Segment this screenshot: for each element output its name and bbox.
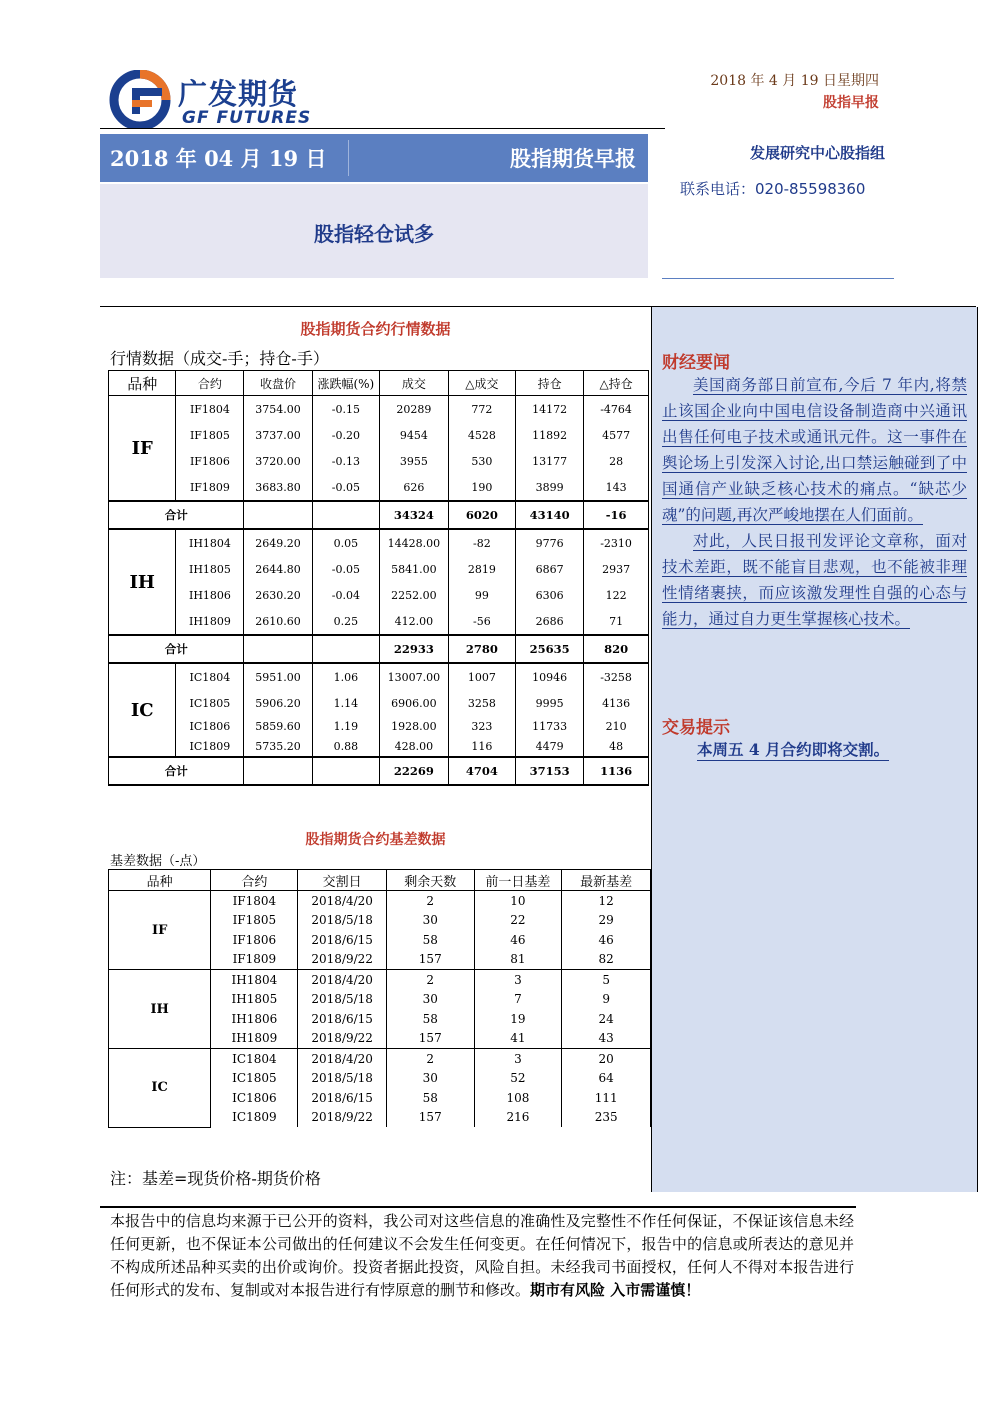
table-cell: IF1809 (176, 474, 244, 501)
table-cell: 3737.00 (244, 422, 312, 448)
headline-box (100, 184, 648, 278)
total-row (109, 635, 649, 663)
table-cell: 0.88 (312, 736, 380, 757)
table-cell: 9995 (516, 690, 584, 716)
table-cell: IC1804 (211, 1049, 298, 1069)
product-cell: IF (109, 396, 176, 502)
table-cell: 24 (562, 1009, 651, 1029)
table-cell: 20289 (380, 396, 448, 423)
table-cell: 1007 (448, 663, 516, 690)
report-date: 2018 年 4 月 19 日星期四 (710, 73, 879, 89)
table-row (109, 396, 649, 423)
table-cell: 1.06 (312, 663, 380, 690)
table-cell: 428.00 (380, 736, 448, 757)
table-cell: 1.14 (312, 690, 380, 716)
table-cell: 6906.00 (380, 690, 448, 716)
table-cell: 235 (562, 1108, 651, 1128)
total-empty (244, 757, 312, 785)
table-cell: 3 (474, 970, 562, 990)
table-cell: 82 (562, 950, 651, 970)
risk-warning: 期市有风险 入市需谨慎！ (530, 1281, 701, 1299)
table-cell: 772 (448, 396, 516, 423)
table-cell: 28 (584, 448, 649, 474)
table-cell: 9 (562, 990, 651, 1010)
table-cell: 2018/4/20 (298, 970, 386, 990)
company-logo (108, 70, 358, 128)
table-cell: IC1805 (176, 690, 244, 716)
table-cell: 14428.00 (380, 529, 448, 556)
table-cell: 58 (386, 930, 474, 950)
table-cell: 2018/6/15 (298, 930, 386, 950)
table-cell: 190 (448, 474, 516, 501)
table-cell: 43 (562, 1029, 651, 1049)
news-section-title: 财经要闻 (662, 353, 730, 373)
contact-info (680, 178, 865, 199)
table-cell: 6306 (516, 582, 584, 608)
table-cell: IH1805 (176, 556, 244, 582)
total-cell: 22933 (380, 635, 448, 663)
table-cell: 71 (584, 608, 649, 635)
table-cell: IH1809 (176, 608, 244, 635)
title-bar (100, 134, 648, 182)
table-cell: 41 (474, 1029, 562, 1049)
table-header-row (109, 371, 649, 396)
table-cell: 30 (386, 990, 474, 1010)
table-cell: 3258 (448, 690, 516, 716)
table-cell: -82 (448, 529, 516, 556)
table-cell: 0.05 (312, 529, 380, 556)
table-cell: 3683.80 (244, 474, 312, 501)
table-cell: 7 (474, 990, 562, 1010)
table-cell: 4479 (516, 736, 584, 757)
table-cell: 2252.00 (380, 582, 448, 608)
table-cell: 4577 (584, 422, 649, 448)
table-cell: 46 (474, 930, 562, 950)
table-cell: 3899 (516, 474, 584, 501)
table-cell: 11892 (516, 422, 584, 448)
table-cell: 4136 (584, 690, 649, 716)
table-cell: 2018/5/18 (298, 911, 386, 931)
column-header: 涨跌幅(%) (312, 371, 380, 396)
brand-name-en: GF FUTURES (182, 108, 312, 128)
column-header: 品种 (109, 870, 211, 891)
table-cell: 2018/5/18 (298, 1069, 386, 1089)
report-type: 股指早报 (823, 95, 879, 111)
column-header: △持仓 (584, 371, 649, 396)
table-cell: 10 (474, 891, 562, 911)
table-cell: IF1806 (176, 448, 244, 474)
total-cell: 1136 (584, 757, 649, 785)
title-separator (348, 140, 349, 176)
table-cell: IC1809 (211, 1108, 298, 1128)
total-empty (244, 501, 312, 529)
table-cell: IC1806 (211, 1088, 298, 1108)
table-cell: 3 (474, 1049, 562, 1069)
table-cell: IC1809 (176, 736, 244, 757)
table-cell: 108 (474, 1088, 562, 1108)
table-header-row (109, 870, 651, 891)
table-cell: IH1806 (176, 582, 244, 608)
table-cell: 10946 (516, 663, 584, 690)
table-cell: 2644.80 (244, 556, 312, 582)
table-cell: -0.05 (312, 556, 380, 582)
gf-logo-icon (108, 70, 178, 128)
table-cell: 22 (474, 911, 562, 931)
table-cell: 2018/4/20 (298, 1049, 386, 1069)
table-cell: 2 (386, 891, 474, 911)
table-cell: -0.13 (312, 448, 380, 474)
table-row (109, 422, 649, 448)
table-cell: IH1805 (211, 990, 298, 1010)
table-cell: 1928.00 (380, 716, 448, 736)
table-cell: -4764 (584, 396, 649, 423)
table-cell: IF1809 (211, 950, 298, 970)
total-label: 合计 (109, 757, 244, 785)
table-cell: 626 (380, 474, 448, 501)
table-cell: 58 (386, 1088, 474, 1108)
table-row (109, 448, 649, 474)
table-cell: IF1805 (176, 422, 244, 448)
column-header: △成交 (448, 371, 516, 396)
contact-phone: 020-85598360 (755, 180, 866, 198)
table-cell: 52 (474, 1069, 562, 1089)
table-cell: IH1804 (211, 970, 298, 990)
table-row (109, 474, 649, 501)
table-cell: 2018/9/22 (298, 950, 386, 970)
column-header: 品种 (109, 371, 176, 396)
table-cell: 19 (474, 1009, 562, 1029)
table-row (109, 690, 649, 716)
quotes-table (108, 370, 649, 786)
table-cell: 530 (448, 448, 516, 474)
table-cell: 29 (562, 911, 651, 931)
table-cell: IF1804 (211, 891, 298, 911)
basis-table-title: 股指期货合约基差数据 (305, 832, 446, 848)
table-cell: 20 (562, 1049, 651, 1069)
trade-tip: 本周五 4 月合约即将交割。 (697, 740, 890, 759)
table-cell: 3754.00 (244, 396, 312, 423)
table-cell: 2937 (584, 556, 649, 582)
total-label: 合计 (109, 501, 244, 529)
table-row (109, 556, 649, 582)
product-cell: IH (109, 970, 211, 1049)
table-cell: 216 (474, 1108, 562, 1128)
table-row (109, 970, 651, 990)
total-cell: 34324 (380, 501, 448, 529)
table-cell: 2018/9/22 (298, 1108, 386, 1128)
table-cell: 412.00 (380, 608, 448, 635)
headline: 股指轻仓试多 (314, 222, 434, 246)
title-date: 2018 年 04 月 19 日 (110, 146, 327, 171)
column-header: 持仓 (516, 371, 584, 396)
table-row (109, 1049, 651, 1069)
table-cell: -2310 (584, 529, 649, 556)
table-cell: 3720.00 (244, 448, 312, 474)
table-row (109, 736, 649, 757)
table-cell: -0.04 (312, 582, 380, 608)
disclaimer-text: 本报告中的信息均来源于已公开的资料，我公司对这些信息的准确性及完整性不作任何保证，不保证该信息未经任何更新，也不保证本公司做出的任何建议不会发生任何变更。在任何情况下，报告中的信息或所表达的意见并不构成所述品种买卖的出价或询价。投资者据此投资，风险自担。未经我司书面授权，任何人不得对本报告进行任何形式的发布、复制或对本报告进行有悖原意的删节和修改。 (110, 1212, 854, 1299)
news-paragraph-text: 美国商务部日前宣布,今后 7 年内,将禁止该国企业向中国电信设备制造商中兴通讯出售任何电子技术或通讯元件。这一事件在舆论场上引发深入讨论,出口禁运触碰到了中国通信产业缺乏核心技术的痛点。“缺芯少魂”的问题,再次严峻地摆在人们面前。 (662, 376, 967, 524)
table-cell: IH1804 (176, 529, 244, 556)
table-cell: 5 (562, 970, 651, 990)
column-header: 交割日 (298, 870, 386, 891)
table-cell: IF1806 (211, 930, 298, 950)
table-row (109, 529, 649, 556)
product-cell: IC (109, 1049, 211, 1128)
total-cell: 4704 (448, 757, 516, 785)
table-cell: 2819 (448, 556, 516, 582)
table-cell: 122 (584, 582, 649, 608)
table-cell: IF1805 (211, 911, 298, 931)
table-cell: 58 (386, 1009, 474, 1029)
total-cell: 2780 (448, 635, 516, 663)
table-cell: -3258 (584, 663, 649, 690)
table-cell: 12 (562, 891, 651, 911)
table-cell: 4528 (448, 422, 516, 448)
report-title: 股指期货早报 (510, 146, 636, 171)
table-cell: IH1809 (211, 1029, 298, 1049)
news-paragraph (662, 372, 967, 528)
total-empty (312, 501, 380, 529)
table-cell: 157 (386, 1108, 474, 1128)
column-header: 成交 (380, 371, 448, 396)
column-header: 最新基差 (562, 870, 651, 891)
basis-table-caption: 基差数据（-点） (110, 854, 206, 869)
table-cell: -56 (448, 608, 516, 635)
quotes-table-title: 股指期货合约行情数据 (300, 320, 451, 338)
table-cell: -0.05 (312, 474, 380, 501)
news-paragraph (662, 528, 967, 632)
total-row (109, 501, 649, 529)
total-cell: 820 (584, 635, 649, 663)
table-cell: 81 (474, 950, 562, 970)
column-header: 收盘价 (244, 371, 312, 396)
table-cell: 5841.00 (380, 556, 448, 582)
table-cell: 0.25 (312, 608, 380, 635)
total-cell: 37153 (516, 757, 584, 785)
table-cell: IC1806 (176, 716, 244, 736)
table-cell: -0.20 (312, 422, 380, 448)
table-cell: IH1806 (211, 1009, 298, 1029)
table-cell: 30 (386, 911, 474, 931)
table-cell: 5951.00 (244, 663, 312, 690)
table-cell: 5735.20 (244, 736, 312, 757)
total-cell: 6020 (448, 501, 516, 529)
news-paragraph-text: 对此，人民日报刊发评论文章称，面对技术差距，既不能盲目悲观，也不能被非理性情绪裹挟，而应该激发理性自强的心态与能力，通过自力更生掌握核心技术。 (662, 532, 967, 628)
table-cell: 30 (386, 1069, 474, 1089)
table-cell: 5859.60 (244, 716, 312, 736)
total-cell: 43140 (516, 501, 584, 529)
total-empty (244, 635, 312, 663)
table-row (109, 663, 649, 690)
column-header: 剩余天数 (386, 870, 474, 891)
contact-label: 联系电话： (680, 180, 756, 198)
basis-table (108, 869, 651, 1128)
table-cell: 2018/6/15 (298, 1088, 386, 1108)
table-cell: 2610.60 (244, 608, 312, 635)
disclaimer (110, 1210, 854, 1302)
table-cell: 2630.20 (244, 582, 312, 608)
trade-section-title: 交易提示 (662, 718, 730, 738)
total-cell: 25635 (516, 635, 584, 663)
table-cell: IF1804 (176, 396, 244, 423)
table-cell: 99 (448, 582, 516, 608)
table-cell: 143 (584, 474, 649, 501)
total-cell: 22269 (380, 757, 448, 785)
table-cell: -0.15 (312, 396, 380, 423)
table-row (109, 582, 649, 608)
table-row (109, 891, 651, 911)
table-cell: 2018/6/15 (298, 1009, 386, 1029)
table-row (109, 608, 649, 635)
basis-note: 注：基差=现货价格-期货价格 (110, 1169, 321, 1188)
total-empty (312, 757, 380, 785)
table-cell: 5906.20 (244, 690, 312, 716)
table-cell: 2018/9/22 (298, 1029, 386, 1049)
table-cell: IC1805 (211, 1069, 298, 1089)
header-divider (100, 128, 665, 129)
column-header: 合约 (211, 870, 298, 891)
contact-divider (662, 278, 894, 279)
product-cell: IF (109, 891, 211, 970)
quotes-table-caption: 行情数据（成交-手；持仓-手） (110, 349, 329, 368)
table-cell: 2649.20 (244, 529, 312, 556)
table-cell: 157 (386, 1029, 474, 1049)
table-cell: 13007.00 (380, 663, 448, 690)
product-cell: IH (109, 529, 176, 635)
table-cell: 2686 (516, 608, 584, 635)
table-cell: 14172 (516, 396, 584, 423)
table-cell: 2018/5/18 (298, 990, 386, 1010)
disclaimer-divider (100, 1206, 856, 1208)
table-cell: 64 (562, 1069, 651, 1089)
column-header: 前一日基差 (474, 870, 562, 891)
column-header: 合约 (176, 371, 244, 396)
table-cell: 2 (386, 970, 474, 990)
table-cell: 11733 (516, 716, 584, 736)
table-cell: 210 (584, 716, 649, 736)
table-cell: 6867 (516, 556, 584, 582)
table-cell: 111 (562, 1088, 651, 1108)
total-row (109, 757, 649, 785)
table-cell: 3955 (380, 448, 448, 474)
table-cell: 9454 (380, 422, 448, 448)
table-cell: 46 (562, 930, 651, 950)
table-row (109, 716, 649, 736)
department: 发展研究中心股指组 (749, 144, 885, 162)
table-cell: 1.19 (312, 716, 380, 736)
table-cell: IC1804 (176, 663, 244, 690)
total-empty (312, 635, 380, 663)
product-cell: IC (109, 663, 176, 757)
total-label: 合计 (109, 635, 244, 663)
table-cell: 116 (448, 736, 516, 757)
table-cell: 2 (386, 1049, 474, 1069)
total-cell: -16 (584, 501, 649, 529)
table-cell: 323 (448, 716, 516, 736)
table-cell: 157 (386, 950, 474, 970)
brand-name-cn: 广发期货 (178, 77, 299, 111)
table-cell: 13177 (516, 448, 584, 474)
table-cell: 2018/4/20 (298, 891, 386, 911)
table-cell: 9776 (516, 529, 584, 556)
table-cell: 48 (584, 736, 649, 757)
news-body (662, 372, 967, 632)
